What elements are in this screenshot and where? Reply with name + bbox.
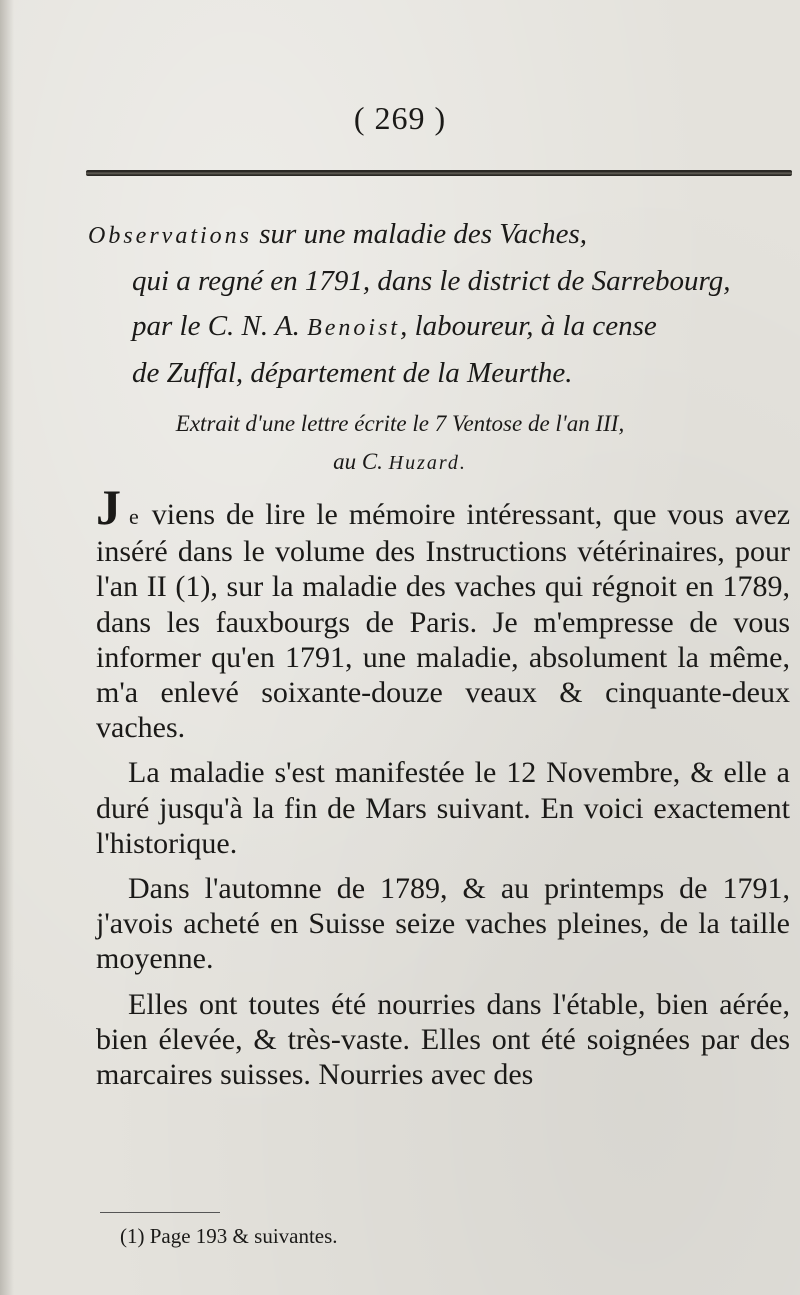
title-author-initials: par le C. N. A.: [132, 310, 300, 342]
extract-recipient-name: Huzard.: [388, 452, 467, 474]
extract-recipient-prefix: au C.: [333, 449, 383, 474]
title-line-3: [88, 304, 788, 351]
extract-line-1: Extrait d'une lettre écrite le 7 Ventose de l'an III,: [175, 411, 625, 436]
extract-heading: [0, 405, 800, 482]
extract-line-2: [0, 443, 800, 482]
title-line-1: [88, 212, 788, 259]
title-author-name: Benoist: [307, 315, 401, 341]
paragraph-1: [96, 479, 791, 745]
article-title: [88, 212, 788, 396]
footnote: (1) Page 193 & suivantes.: [120, 1224, 338, 1248]
paragraph-2: La maladie s'est manifestée le 12 Novembre, & elle a duré jusqu'à la fin de Mars suivant. En voici exactement l'historique.: [96, 756, 790, 860]
title-line-2: qui a regné en 1791, dans le district de Sarrebourg,: [132, 265, 731, 297]
title-line-4: de Zuffal, département de la Meurthe.: [132, 357, 573, 389]
paragraph-1-first-word: e: [129, 504, 141, 529]
title-line-1-rest: sur une maladie des Vaches,: [259, 218, 588, 250]
page-number: ( 269 ): [353, 100, 447, 136]
paragraph-3: Dans l'automne de 1789, & au printemps de 1791, j'avois acheté en Suisse seize vaches pleines, de la taille moyenne.: [96, 872, 790, 976]
title-caps-word: Observations: [88, 223, 252, 249]
paragraph-1-text: viens de lire le mémoire intéressant, que vous avez inséré dans le volume des Instructions vétérinaires, pour l'an II (1), sur la maladie des vaches qui régnoit en 1789, dans les fauxbourgs de Paris. Je m'empresse de vous informer qu'en 1791, une maladie, absolument la même, m'a enlevé soixante-douze veaux & cinquante-deux vaches.: [96, 498, 791, 745]
page-gutter-shadow: [0, 0, 14, 1295]
paragraph-4: Elles ont toutes été nourries dans l'étable, bien aérée, bien élevée, & très-vaste. Elles ont été soignées par des marcaires suisses. Nourries avec des: [96, 987, 790, 1092]
letter-body: [96, 479, 791, 1102]
title-line-3-rest: , laboureur, à la cense: [400, 310, 657, 342]
footnote-rule: [100, 1212, 220, 1213]
header-rule: [86, 170, 792, 176]
drop-cap: J: [96, 479, 121, 535]
